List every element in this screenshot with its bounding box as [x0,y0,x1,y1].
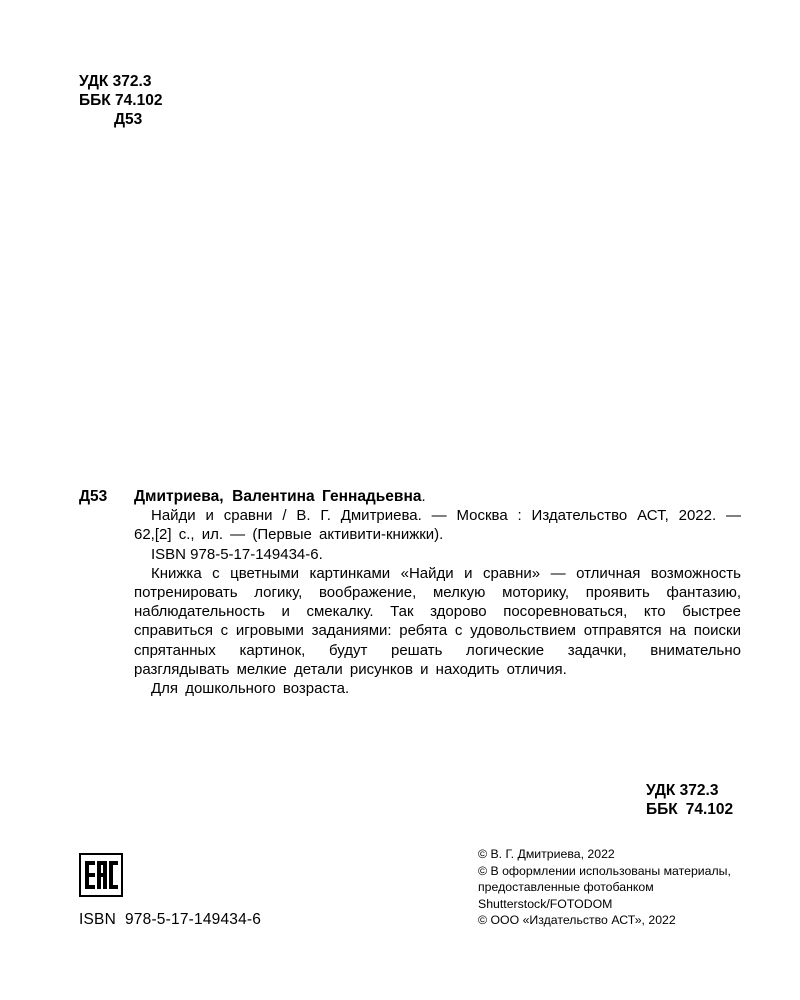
copyright-block [478,846,778,929]
bibliographic-line-2: 62,[2] с., ил. — (Первые активити-книжки). [134,526,444,544]
copyright-line-materials: © В оформлении использованы материалы, [478,863,731,878]
copyright-line-photobank: предоставленные фотобанком [478,880,654,894]
card-isbn: ISBN 978-5-17-149434-6. [151,545,323,563]
author-name: Валентина Геннадьевна [232,488,422,505]
classification-block-top [79,72,162,129]
bibliographic-line-1: Найди и сравни / В. Г. Дмитриева. — Москва : Издательство АСТ, 2022. — [151,507,741,525]
bbk-index: ББК 74.102 [79,92,163,109]
classification-block-bottom [646,781,733,819]
catalog-card [134,487,741,698]
annotation: Книжка с цветными картинками «Найди и сравни» — отличная возможность потренировать логику, воображение, мелкую моторику, проявить фантазию, наблюдательность и смекалку. Так здорово посоревноваться, кто быстрее справиться с игровыми заданиями: ребята с удовольствием отправятся на поиски спрятанных картинок, будут решать логические задачки, внимательно разглядывать мелкие детали рисунков и находить отличия. [134,564,741,678]
card-author-sign: Д53 [79,488,108,505]
copyright-line-publisher: © ООО «Издательство АСТ», 2022 [478,913,676,927]
card-author-line: Дмитриева, Валентина Геннадьевна. [134,488,426,505]
udk-index: УДК 372.3 [79,73,152,90]
audience-note: Для дошкольного возраста. [151,680,350,698]
copyright-line-author: © В. Г. Дмитриева, 2022 [478,847,615,861]
author-surname: Дмитриева [134,488,220,505]
eac-mark-icon [79,853,123,897]
isbn-bottom: ISBN 978-5-17-149434-6 [79,911,262,928]
bbk-index-bottom: ББК 74.102 [646,801,734,818]
author-sign: Д53 [114,111,143,128]
udk-index-bottom: УДК 372.3 [646,782,719,799]
copyright-line-source: Shutterstock/FOTODOM [478,896,613,911]
